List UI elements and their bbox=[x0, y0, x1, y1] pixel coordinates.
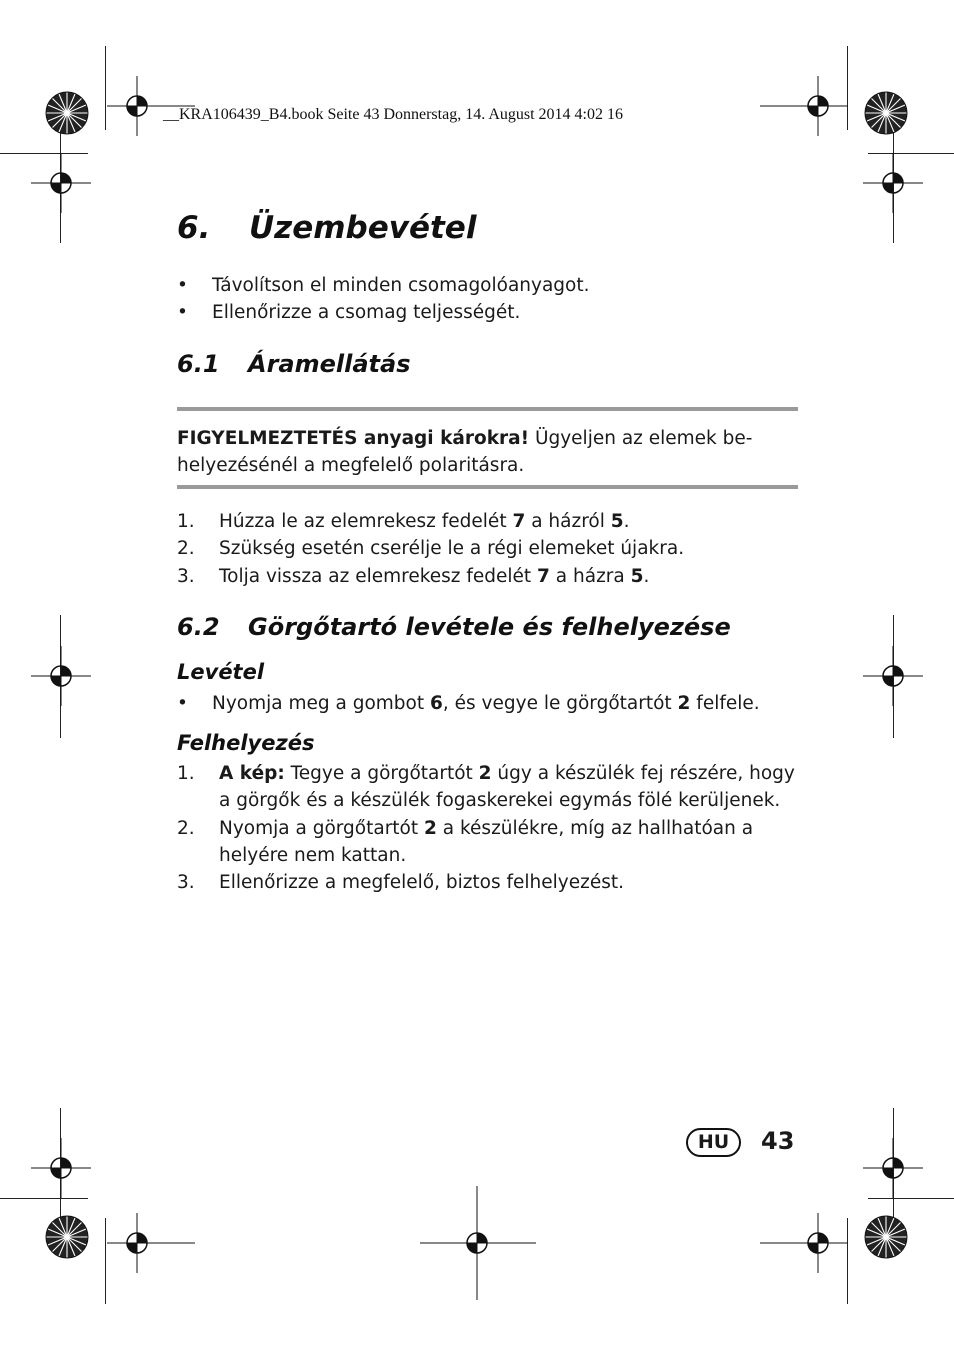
step-text: a házról bbox=[525, 511, 611, 532]
section-6-1-heading bbox=[177, 350, 411, 378]
removal-subheading: Levétel bbox=[177, 660, 265, 684]
section-6-2-heading bbox=[177, 613, 731, 641]
step-text: . bbox=[623, 511, 630, 532]
list-item-text: , és vegye le görgőtartót bbox=[442, 693, 678, 714]
step-lead: A kép: bbox=[219, 763, 285, 784]
step-number: 3. bbox=[177, 872, 195, 894]
step-text: a készülékre, míg az hallhatóan a helyére nem kattan. bbox=[219, 817, 754, 866]
step-text: Szükség esetén cserélje le a régi elemeket újakra. bbox=[219, 538, 685, 560]
step-text: . bbox=[643, 565, 650, 587]
list-item bbox=[177, 690, 799, 717]
step-number: 2. bbox=[177, 538, 195, 560]
step-text: Tolja vissza az elemrekesz fedelét bbox=[219, 565, 538, 587]
install-steps bbox=[177, 760, 799, 896]
step-text: Tegye a görgőtartót bbox=[284, 763, 479, 784]
part-ref: 7 bbox=[512, 511, 526, 532]
install-subheading: Felhelyezés bbox=[177, 731, 315, 755]
step-text: úgy a készülék fej részére, hogy a görgők és a készülék fogaskerekei egymás fölé kerüljenek. bbox=[219, 763, 795, 812]
bullet-glyph: • bbox=[177, 693, 188, 714]
list-item bbox=[177, 535, 799, 562]
warning-line bbox=[177, 425, 807, 452]
list-item-text: felfele. bbox=[690, 693, 760, 714]
list-item-text: Távolítson el minden csomagolóanyagot. bbox=[212, 275, 590, 296]
warning-label: FIGYELMEZTETÉS anyagi károkra! bbox=[177, 428, 530, 449]
step-text: a házra bbox=[549, 565, 631, 587]
warning-line: helyezésénél a megfelelő polaritásra. bbox=[177, 455, 525, 477]
part-ref: 7 bbox=[537, 565, 550, 587]
warning-text: Ügyeljen az elemek be- bbox=[529, 428, 753, 449]
list-item-text: Nyomja meg a gombot bbox=[212, 693, 431, 714]
warning-bottom-rule bbox=[177, 485, 798, 489]
step-number: 2. bbox=[177, 817, 195, 839]
list-item bbox=[177, 869, 799, 896]
part-ref: 5 bbox=[610, 511, 624, 532]
section-6-1-steps bbox=[177, 508, 799, 590]
section-number: 6.2 bbox=[177, 613, 220, 641]
list-item-text: Ellenőrizze a csomag teljességét. bbox=[212, 302, 521, 324]
language-badge: HU bbox=[686, 1128, 741, 1157]
step-text: Nyomja a görgőtartót bbox=[219, 817, 425, 839]
print-slug-line: __KRA106439_B4.book Seite 43 Donnerstag, 14. August 2014 4:02 16 bbox=[163, 106, 623, 123]
bullet-glyph: • bbox=[177, 275, 188, 296]
bullet-glyph: • bbox=[177, 302, 188, 324]
part-ref: 2 bbox=[677, 693, 691, 714]
step-number: 1. bbox=[177, 763, 195, 784]
list-item bbox=[177, 272, 799, 299]
step-number: 1. bbox=[177, 511, 195, 532]
section-number: 6.1 bbox=[177, 350, 220, 378]
removal-bullets bbox=[177, 690, 799, 717]
part-ref: 2 bbox=[424, 817, 437, 839]
warning-top-rule bbox=[177, 407, 798, 411]
section-title: Áramellátás bbox=[248, 350, 411, 378]
list-item bbox=[177, 508, 799, 535]
list-item bbox=[177, 299, 799, 326]
section-6-heading bbox=[177, 210, 476, 246]
section-title: Görgőtartó levétele és felhelyezése bbox=[248, 613, 731, 641]
section-6-bullets bbox=[177, 272, 799, 327]
part-ref: 5 bbox=[630, 565, 644, 587]
list-item bbox=[177, 760, 799, 815]
section-number: 6. bbox=[177, 210, 211, 246]
part-ref: 2 bbox=[478, 763, 492, 784]
section-title: Üzembevétel bbox=[249, 210, 477, 246]
part-ref: 6 bbox=[430, 693, 443, 714]
step-number: 3. bbox=[177, 565, 195, 587]
list-item bbox=[177, 815, 799, 870]
step-text: Ellenőrizze a megfelelő, biztos felhelyezést. bbox=[219, 872, 624, 894]
list-item bbox=[177, 563, 799, 590]
step-text: Húzza le az elemrekesz fedelét bbox=[219, 511, 513, 532]
warning-box bbox=[177, 425, 807, 480]
page-number: 43 bbox=[761, 1127, 795, 1155]
